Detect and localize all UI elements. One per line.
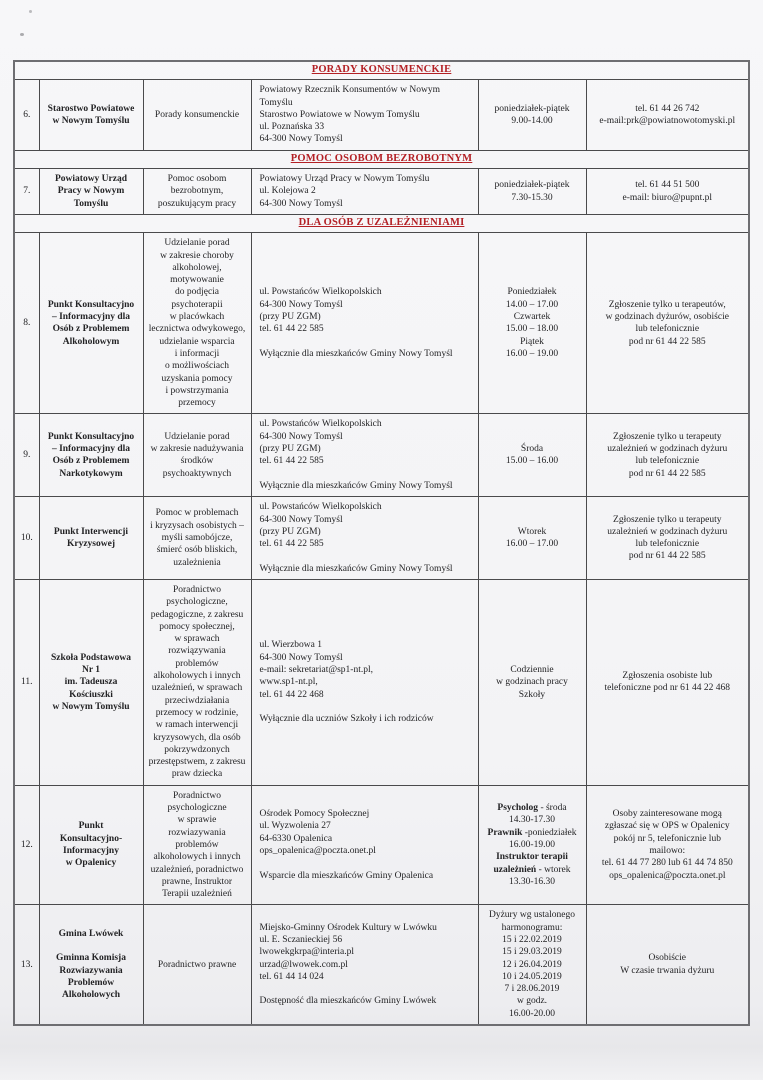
text-line: tel. 61 44 14 024 — [259, 971, 324, 982]
text-line: 64-300 Nowy Tomyśl — [259, 652, 343, 663]
text-line: 12 i 26.04.2019 — [502, 959, 562, 970]
text-line: Prawnik -poniedziałek — [487, 827, 577, 838]
text-line: Kościuszki — [69, 689, 113, 700]
text-line: Alkoholowym — [62, 336, 120, 347]
text-line: 11. — [20, 677, 33, 688]
service-cell — [143, 233, 251, 414]
notes-cell — [586, 233, 749, 414]
service-cell — [143, 497, 251, 580]
text-line: (przy PU ZGM) — [259, 444, 321, 455]
name-cell — [39, 414, 143, 497]
scan-speck — [20, 33, 24, 36]
text-line: Zgłoszenia osobiste lub — [622, 671, 713, 682]
text-line: 64-6330 Opalenica — [259, 833, 333, 844]
text-line: w Nowym Tomyślu — [52, 116, 130, 127]
text-line: Dyżury wg ustalonego — [488, 910, 575, 921]
text-line: ops_opalenica@poczta.onet.pl — [609, 870, 726, 881]
text-line: Osoby zainteresowane mogą — [612, 809, 722, 820]
text-line: – Informacyjny dla — [51, 444, 131, 455]
section-title: PORADY KONSUMENCKIE — [311, 64, 452, 75]
name-cell — [39, 169, 143, 215]
section-header-cell — [14, 214, 749, 232]
text-line: Wyłącznie dla mieszkańców Gminy Nowy Tomyśl — [259, 480, 453, 491]
text-line: prawne, Instruktor — [161, 876, 233, 887]
notes-cell — [586, 169, 749, 215]
text-line: i powstrzymania — [165, 385, 229, 396]
text-line: lwowekgkrpa@interia.pl — [259, 947, 354, 958]
service-cell — [143, 785, 251, 905]
text-line: Poniedziałek — [507, 287, 557, 298]
text-line: Poradnictwo — [172, 584, 222, 595]
text-line: – Informacyjny dla — [51, 312, 131, 323]
text-line: 16.00 – 19.00 — [505, 348, 559, 359]
text-line: Pomoc w problemach — [155, 508, 239, 519]
notes-cell — [586, 80, 749, 150]
text-line: ul. E. Sczanieckiej 56 — [259, 935, 343, 945]
text-line: zgłaszać się w OPS w Opalenicy — [604, 821, 730, 832]
text-line: Wyłącznie dla mieszkańców Gminy Nowy Tomyśl — [259, 563, 453, 574]
text-line: urzad@lwowek.com.pl — [259, 959, 348, 970]
text-line: w Opalenicy — [65, 858, 117, 869]
text-line: 64-300 Nowy Tomyśl — [259, 514, 343, 525]
text-line: poniedziałek-piątek — [494, 180, 570, 191]
text-line — [260, 336, 474, 348]
text-line: 7. — [23, 186, 31, 197]
text-line: Szkoły — [518, 689, 546, 700]
text-line: ul. Powstańców Wielkopolskich — [259, 287, 382, 298]
text-line: Punkt Konsultacyjno — [47, 431, 135, 442]
text-line: Osób z Problemem — [52, 324, 130, 335]
text-line: Nr 1 — [81, 664, 101, 675]
text-line: w sprawie — [177, 815, 217, 826]
text-line: Powiatowy Urząd — [54, 174, 128, 185]
text-line: 9.00-14.00 — [511, 116, 553, 127]
name-cell — [39, 233, 143, 414]
text-line: Poradnictwo — [172, 790, 222, 801]
text-line: 64-300 Nowy Tomyśl — [259, 134, 343, 145]
address-cell — [251, 169, 478, 215]
text-line: ul. Poznańska 33 — [259, 122, 325, 133]
text-line: Konsultacyjno- — [59, 833, 123, 844]
text-line: ops_opalenica@poczta.onet.pl — [259, 846, 376, 857]
directory-table-body — [14, 61, 749, 1025]
text-line: do podjęcia — [174, 287, 220, 298]
text-line: Wtorek — [517, 526, 547, 537]
text-line: Psycholog - środa — [497, 803, 567, 814]
text-line: Szkoła Podstawowa — [51, 652, 131, 663]
text-line: uzyskania pomocy — [161, 373, 233, 384]
text-line: Punkt — [78, 821, 104, 832]
text-line: 16.00-19.00 — [509, 839, 555, 850]
text-line: lub telefonicznie — [635, 324, 700, 335]
hours-cell — [478, 785, 586, 905]
name-cell — [39, 80, 143, 150]
text-line: 15 i 29.03.2019 — [502, 947, 562, 958]
section-header-cell — [14, 61, 749, 80]
text-line: (przy PU ZGM) — [259, 312, 321, 323]
num-cell — [14, 169, 39, 215]
section-title: POMOC OSOBOM BEZROBOTNYM — [290, 152, 473, 164]
text-line: w placówkach — [169, 312, 225, 323]
text-line: przeciwdziałania — [164, 695, 230, 706]
text-line: tel. 61 44 77 280 lub 61 44 74 850 — [601, 858, 733, 869]
text-line: lub telefonicznie — [635, 539, 700, 550]
text-line: mailowo: — [649, 846, 686, 857]
notes-cell — [586, 785, 749, 905]
text-line: i informacji — [174, 348, 220, 359]
text-line: Gmina Lwówek — [58, 928, 124, 939]
text-line: Czwartek — [513, 312, 551, 323]
text-line: uzależnień, w sprawach — [151, 683, 243, 694]
address-cell — [251, 233, 478, 414]
text-line: Miejsko-Gminny Ośrodek Kultury w Lwówku — [259, 922, 437, 933]
address-cell — [251, 905, 478, 1025]
text-line — [260, 701, 474, 713]
address-cell — [251, 80, 478, 150]
text-line: Środa — [520, 444, 544, 455]
text-line: motywowanie — [170, 275, 224, 286]
text-line: im. Tadeusza — [64, 677, 118, 688]
text-line: w ramach interwencji — [155, 720, 239, 731]
text-line: w Nowym Tomyślu — [52, 701, 130, 712]
text-line: pedagogiczne, z zakresu — [150, 609, 244, 620]
text-line: pokój nr 5, telefonicznie lub — [613, 833, 721, 844]
text-line: Pracy w Nowym — [57, 186, 125, 197]
section-title: DLA OSÓB Z UZALEŻNIENIAMI — [298, 216, 465, 228]
text-line: Udzielanie porad — [164, 431, 230, 442]
text-line: uzależnień w godzinach dyżuru — [607, 526, 728, 537]
text-line: 15.00 – 18.00 — [505, 324, 559, 335]
text-line: (przy PU ZGM) — [259, 526, 321, 537]
hours-cell — [478, 414, 586, 497]
text-line: 7 i 28.06.2019 — [504, 984, 560, 995]
text-line: Ośrodek Pomocy Społecznej — [259, 809, 370, 820]
service-cell — [143, 905, 251, 1025]
text-line: psychologiczne — [167, 803, 227, 814]
num-cell — [14, 233, 39, 414]
text-line: 13.30-16.30 — [509, 876, 555, 887]
text-line: Porady konsumenckie — [154, 109, 240, 120]
text-line: 14.30-17.30 — [509, 815, 555, 826]
address-cell — [251, 785, 478, 905]
hours-cell — [478, 80, 586, 150]
text-line: ul. Wierzbowa 1 — [259, 640, 322, 651]
text-line: alkoholowej, — [172, 262, 222, 273]
service-cell — [143, 169, 251, 215]
text-line: tel. 61 44 51 500 — [635, 180, 700, 191]
text-line: w zakresie nadużywania — [150, 444, 244, 455]
num-cell — [14, 414, 39, 497]
text-line: lecznictwa odwykowego, — [148, 324, 246, 335]
num-cell — [14, 80, 39, 150]
num-cell — [14, 497, 39, 580]
text-line: myśli samobójcze, — [161, 532, 233, 543]
text-line: pod nr 61 44 22 585 — [628, 551, 706, 562]
text-line: 64-300 Nowy Tomyśl — [259, 198, 343, 209]
num-cell — [14, 785, 39, 905]
name-cell — [39, 905, 143, 1025]
notes-cell — [586, 579, 749, 785]
text-line: problemów — [175, 658, 219, 669]
text-line: Starostwo Powiatowe — [47, 103, 135, 114]
text-line: Wyłącznie dla mieszkańców Gminy Nowy Tomyśl — [259, 348, 453, 359]
text-line: ul. Powstańców Wielkopolskich — [259, 419, 382, 430]
text-line: Narkotykowym — [59, 468, 123, 479]
address-cell — [251, 497, 478, 580]
text-line: w sprawach — [174, 634, 220, 645]
text-line: Punkt Konsultacyjno — [47, 299, 135, 310]
table-row — [14, 497, 749, 580]
text-line: w godzinach dyżurów, osobiście — [605, 312, 729, 323]
text-line: lub telefonicznie — [635, 456, 700, 467]
text-line: alkoholowych i innych — [153, 852, 241, 863]
text-line: pokrzywdzonych — [164, 744, 230, 755]
hours-cell — [478, 233, 586, 414]
text-line: harmonogramu: — [501, 922, 563, 933]
scan-speck — [29, 10, 32, 13]
text-line: ul. Wyzwolenia 27 — [259, 821, 331, 832]
name-cell — [39, 579, 143, 785]
text-line: Informacyjny — [63, 846, 119, 857]
text-line: Starostwo Powiatowe w Nowym Tomyślu — [259, 109, 420, 120]
text-line: tel. 61 44 22 585 — [259, 456, 324, 467]
hours-cell — [478, 905, 586, 1025]
service-cell — [143, 80, 251, 150]
text-line: kryzysowych, dla osób — [153, 732, 241, 743]
text-line: w godzinach pracy — [496, 677, 568, 688]
text-line — [260, 983, 474, 995]
text-line: Codziennie — [510, 664, 554, 675]
text-line: Pomoc osobom — [167, 174, 227, 185]
text-line: ul. Kolejowa 2 — [259, 186, 316, 197]
address-cell — [251, 579, 478, 785]
table-row — [14, 785, 749, 905]
text-line: 15 i 22.02.2019 — [502, 935, 562, 945]
text-line: Problemów — [67, 978, 115, 989]
table-row — [14, 414, 749, 497]
num-cell — [14, 579, 39, 785]
text-line: środków — [180, 456, 214, 467]
text-line: problemów — [175, 839, 219, 850]
section-header-row — [14, 150, 749, 168]
text-line: Wyłącznie dla uczniów Szkoły i ich rodziców — [259, 714, 434, 725]
text-line: e-mail: sekretariat@sp1-nt.pl, — [259, 664, 373, 675]
text-line: 16.00 – 17.00 — [505, 539, 559, 550]
text-line: Zgłoszenie tylko u terapeuty — [613, 431, 722, 442]
text-line: W czasie trwania dyżuru — [620, 965, 715, 976]
text-line: 9. — [23, 450, 31, 461]
text-line: psychoaktywnych — [162, 468, 232, 479]
text-line: 10. — [20, 532, 33, 543]
text-line: Terapii uzależnień — [162, 889, 232, 900]
text-line: pod nr 61 44 22 585 — [628, 468, 706, 479]
text-line: www.sp1-nt.pl, — [259, 677, 318, 688]
text-line: rozwiązywania — [168, 646, 226, 657]
text-line: tel. 61 44 22 585 — [259, 324, 324, 335]
text-line: Poradnictwo prawne — [157, 959, 237, 970]
table-row — [14, 233, 749, 414]
text-line: uzależnień w godzinach dyżuru — [607, 444, 728, 455]
text-line: Alkoholowych — [61, 990, 121, 1001]
text-line: Tomyślu — [73, 198, 109, 209]
table-row — [14, 579, 749, 785]
notes-cell — [586, 905, 749, 1025]
text-line: 16.00-20.00 — [509, 1008, 555, 1019]
notes-cell — [586, 497, 749, 580]
text-line: udzielanie wsparcia — [159, 336, 235, 347]
text-line: psychoterapii — [171, 299, 223, 310]
text-line: poszukującym pracy — [157, 198, 237, 209]
section-header-row — [14, 61, 749, 80]
text-line: psychologiczne, — [166, 597, 228, 608]
section-header-row — [14, 214, 749, 232]
text-line: Punkt Interwencji — [53, 526, 129, 537]
text-line: 8. — [23, 318, 31, 329]
text-line — [260, 468, 474, 480]
text-line: e-mail: biuro@pupnt.pl — [622, 192, 713, 203]
text-line: 13. — [20, 959, 33, 970]
text-line: 15.00 – 16.00 — [505, 456, 559, 467]
text-line: uzależnienia — [173, 557, 221, 568]
table-row — [14, 905, 749, 1025]
section-header-cell — [14, 150, 749, 168]
text-line: Rozwiazywania — [59, 965, 123, 976]
text-line: Instruktor terapii — [496, 852, 568, 863]
text-line: Tomyślu — [259, 97, 293, 108]
text-line: pod nr 61 44 22 585 — [628, 336, 706, 347]
text-line: uzależnień - wtorek — [493, 864, 571, 875]
text-line: e-mail:prk@powiatnowotomyski.pl — [599, 116, 736, 127]
service-cell — [143, 414, 251, 497]
hours-cell — [478, 169, 586, 215]
text-line: w zakresie choroby — [160, 250, 234, 261]
text-line — [260, 857, 474, 869]
text-line: Osób z Problemem — [52, 456, 130, 467]
text-line: 64-300 Nowy Tomyśl — [259, 299, 343, 310]
text-line: rozwiazywania — [168, 827, 226, 838]
text-line: Dostępność dla mieszkańców Gminy Lwówek — [259, 996, 437, 1007]
text-line: w godz. — [516, 996, 548, 1007]
hours-cell — [478, 497, 586, 580]
text-line — [260, 550, 474, 562]
text-line: i kryzysach osobistych – — [150, 520, 244, 531]
text-line: Osobiście — [648, 953, 686, 964]
text-line: przestępstwem, z zakresu — [148, 757, 246, 768]
text-line: bezrobotnym, — [170, 186, 224, 197]
table-row — [14, 169, 749, 215]
text-line: przemocy w rodzinie, — [155, 707, 239, 718]
text-line: 6. — [23, 109, 31, 120]
text-line: 10 i 24.05.2019 — [502, 971, 562, 982]
services-directory-table — [13, 60, 750, 1026]
text-line: tel. 61 44 26 742 — [635, 103, 700, 114]
table-row — [14, 80, 749, 150]
text-line: Piątek — [520, 336, 544, 347]
text-line: Zgłoszenie tylko u terapeuty — [613, 514, 722, 525]
text-line: Powiatowy Rzecznik Konsumentów w Nowym — [259, 85, 440, 96]
text-line: ul. Powstańców Wielkopolskich — [259, 502, 382, 513]
text-line: Zgłoszenie tylko u terapeutów, — [608, 299, 726, 310]
text-line: Kryzysowej — [66, 539, 115, 550]
text-line: 14.00 – 17.00 — [505, 299, 559, 310]
num-cell — [14, 905, 39, 1025]
text-line: Powiatowy Urząd Pracy w Nowym Tomyślu — [259, 174, 430, 185]
address-cell — [251, 414, 478, 497]
text-line: śmierć osób bliskich, — [156, 545, 238, 556]
text-line: 7.30-15.30 — [511, 192, 553, 203]
hours-cell — [478, 579, 586, 785]
text-line: Udzielanie porad — [164, 238, 230, 249]
text-line: telefoniczne pod nr 61 44 22 468 — [604, 683, 731, 694]
text-line — [42, 940, 141, 952]
text-line: tel. 61 44 22 468 — [259, 689, 324, 700]
service-cell — [143, 579, 251, 785]
text-line: o możliwościach — [164, 361, 230, 372]
notes-cell — [586, 414, 749, 497]
text-line: pomocy społecznej, — [159, 621, 235, 632]
text-line: 64-300 Nowy Tomyśl — [259, 431, 343, 442]
name-cell — [39, 497, 143, 580]
text-line: Wsparcie dla mieszkańców Gminy Opalenica — [259, 870, 434, 881]
name-cell — [39, 785, 143, 905]
text-line: 12. — [20, 839, 33, 850]
text-line: Gminna Komisja — [56, 953, 126, 964]
text-line: tel. 61 44 22 585 — [259, 539, 324, 550]
text-line: alkoholowych i innych — [153, 671, 241, 682]
text-line: uzależnień, poradnictwo — [150, 864, 244, 875]
text-line: praw dziecka — [171, 769, 223, 780]
text-line: przemocy — [178, 398, 216, 409]
text-line: poniedziałek-piątek — [494, 103, 570, 114]
